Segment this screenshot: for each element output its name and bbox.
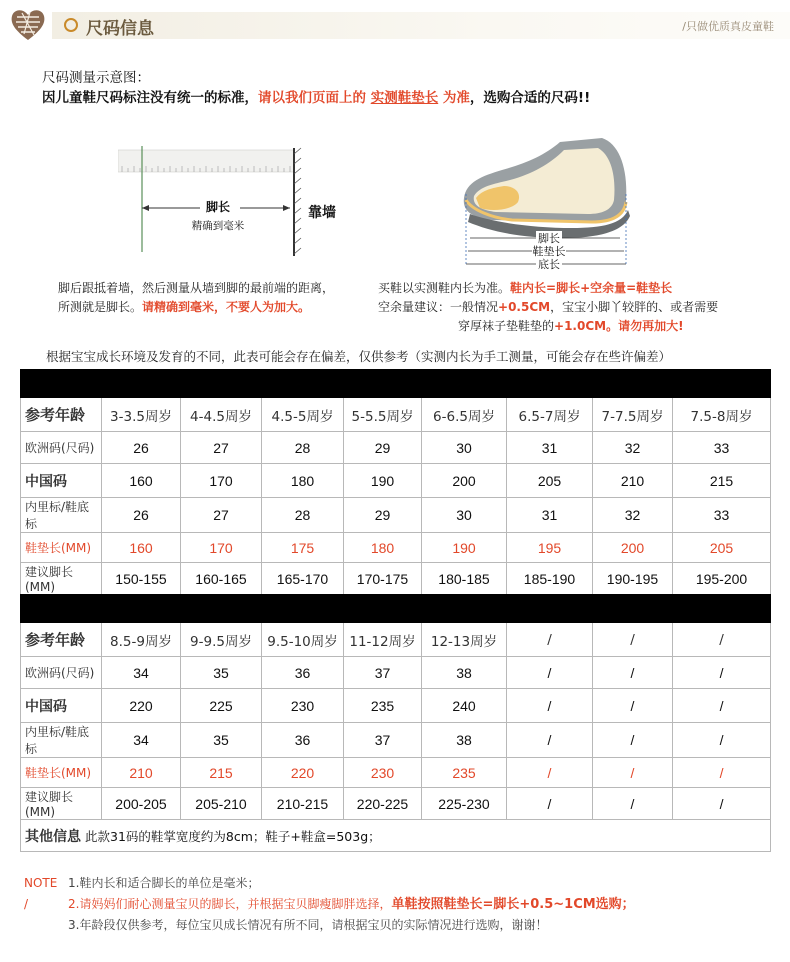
row-label: 中国码 — [21, 464, 102, 498]
table-cell: 170 — [181, 533, 262, 563]
table-cell: 6-6.5周岁 — [422, 398, 507, 432]
row-label: 欧洲码(尺码) — [21, 657, 102, 689]
row-label: 鞋垫长(MM) — [21, 758, 102, 788]
table-cell: 180 — [344, 533, 422, 563]
table-cell: / — [593, 689, 673, 723]
table-cell: 210-215 — [262, 788, 344, 820]
table-cell: 34 — [102, 723, 181, 758]
table-cell: 36 — [262, 723, 344, 758]
table-cell: 29 — [344, 432, 422, 464]
note-line-3: 3.年龄段仅供参考，每位宝贝成长情况有所不同，请根据宝贝的实际情况进行选购，谢谢！ — [68, 918, 548, 932]
table-cell: 180-185 — [422, 563, 507, 595]
other-info-cell: 其他信息 此款31码的鞋掌宽度约为8cm；鞋子+鞋盒=503g； — [21, 820, 771, 852]
table-cell: 230 — [262, 689, 344, 723]
note-line-2: 2.请妈妈们耐心测量宝贝的脚长，并根据宝贝脚瘦脚胖选择，单鞋按照鞋垫长=脚长+0.5~1CM选购； — [68, 897, 635, 912]
row-label: 参考年龄 — [21, 623, 102, 657]
table-cell: 35 — [181, 723, 262, 758]
table-cell: 29 — [344, 498, 422, 533]
intro-statement: 因儿童鞋尺码标注没有统一的标准，请以我们页面上的 实测鞋垫长 为准，选购合适的尺码!! — [42, 90, 591, 106]
row-label: 内里标/鞋底标 — [21, 723, 102, 758]
note-tag: NOTE / — [24, 876, 58, 911]
row-label: 建议脚长(MM) — [21, 563, 102, 595]
table-cell: 215 — [673, 464, 771, 498]
table-cell: 34 — [102, 657, 181, 689]
table-cell: 32 — [593, 432, 673, 464]
wall-label: 靠墙 — [308, 205, 336, 221]
table-cell: 7-7.5周岁 — [593, 398, 673, 432]
table-cell: 150-155 — [102, 563, 181, 595]
table-cell: 37 — [344, 723, 422, 758]
table-cell: 200 — [593, 533, 673, 563]
table-cell: 195-200 — [673, 563, 771, 595]
table-cell: 180 — [262, 464, 344, 498]
table-cell: 205 — [507, 464, 593, 498]
shoe-cross-section-diagram — [452, 130, 642, 272]
table-cell: / — [673, 723, 771, 758]
table-cell: 235 — [344, 689, 422, 723]
row-label: 中国码 — [21, 689, 102, 723]
table-cell: 12-13周岁 — [422, 623, 507, 657]
table-header-band — [21, 595, 771, 623]
table-cell: 9-9.5周岁 — [181, 623, 262, 657]
table-cell: 30 — [422, 498, 507, 533]
table-cell: 26 — [102, 432, 181, 464]
table-cell: 220-225 — [344, 788, 422, 820]
table-cell: 6.5-7周岁 — [507, 398, 593, 432]
table-cell: 205-210 — [181, 788, 262, 820]
table-row — [21, 563, 771, 595]
table-row — [21, 533, 771, 563]
right-description: 买鞋以实测鞋内长为准。鞋内长=脚长+空余量=鞋垫长 空余量建议：一般情况+0.5CM，宝宝小脚丫较胖的、或者需要 穿厚袜子垫鞋垫的+1.0CM。请勿再加大! — [378, 281, 719, 333]
other-info-row — [21, 820, 771, 852]
table-disclaimer: 根据宝宝成长环境及发育的不同，此表可能会存在偏差，仅供参考（实测内长为手工测量，可能会存在些许偏差） — [46, 349, 672, 364]
table-cell: 235 — [422, 758, 507, 788]
table-cell: 160-165 — [181, 563, 262, 595]
table-cell: 240 — [422, 689, 507, 723]
table-cell: 205 — [673, 533, 771, 563]
table-row — [21, 758, 771, 788]
table-cell: / — [673, 788, 771, 820]
size-table-1-body — [21, 370, 771, 595]
table-row — [21, 464, 771, 498]
table-cell: 160 — [102, 464, 181, 498]
table-cell: 7.5-8周岁 — [673, 398, 771, 432]
heart-logo-icon — [8, 4, 48, 44]
table-cell: 33 — [673, 432, 771, 464]
table-cell: 31 — [507, 432, 593, 464]
table-cell: 200-205 — [102, 788, 181, 820]
table-row — [21, 723, 771, 758]
shoe-insole-length-label: 鞋垫长 — [532, 245, 566, 258]
table-cell: 38 — [422, 657, 507, 689]
table-cell: 200 — [422, 464, 507, 498]
table-cell: / — [507, 723, 593, 758]
table-cell: 185-190 — [507, 563, 593, 595]
table-cell: 33 — [673, 498, 771, 533]
table-cell: 175 — [262, 533, 344, 563]
table-cell: 30 — [422, 432, 507, 464]
section-header — [0, 0, 790, 50]
table-cell: / — [593, 788, 673, 820]
table-row — [21, 689, 771, 723]
table-cell: 4-4.5周岁 — [181, 398, 262, 432]
table-cell: 9.5-10周岁 — [262, 623, 344, 657]
row-label: 鞋垫长(MM) — [21, 533, 102, 563]
table-row — [21, 623, 771, 657]
table-cell: / — [507, 758, 593, 788]
table-cell: 225 — [181, 689, 262, 723]
table-row — [21, 498, 771, 533]
precision-label: 精确到毫米 — [191, 220, 245, 232]
table-cell: 31 — [507, 498, 593, 533]
table-cell: 190-195 — [593, 563, 673, 595]
row-label: 建议脚长(MM) — [21, 788, 102, 820]
table-cell: 27 — [181, 432, 262, 464]
table-cell: 8.5-9周岁 — [102, 623, 181, 657]
row-label: 欧洲码(尺码) — [21, 432, 102, 464]
table-cell: 195 — [507, 533, 593, 563]
slogan: /只做优质真皮童鞋 — [682, 20, 774, 33]
table-cell: 190 — [344, 464, 422, 498]
table-cell: 220 — [262, 758, 344, 788]
table-cell: 5-5.5周岁 — [344, 398, 422, 432]
table-cell: / — [507, 657, 593, 689]
table-cell: 36 — [262, 657, 344, 689]
table-cell: 32 — [593, 498, 673, 533]
table-cell: / — [673, 623, 771, 657]
table-cell: 170 — [181, 464, 262, 498]
size-table-2-body — [21, 595, 771, 820]
shoe-sole-length-label: 底长 — [538, 258, 560, 271]
table-cell: 160 — [102, 533, 181, 563]
table-cell: / — [593, 623, 673, 657]
table-cell: 35 — [181, 657, 262, 689]
shoe-foot-length-label: 脚长 — [538, 232, 560, 245]
table-cell: 26 — [102, 498, 181, 533]
table-cell: 215 — [181, 758, 262, 788]
table-row — [21, 432, 771, 464]
intro-heading: 尺码测量示意图： — [42, 70, 150, 86]
table-cell: / — [507, 623, 593, 657]
table-cell: / — [507, 788, 593, 820]
table-cell: 11-12周岁 — [344, 623, 422, 657]
note-line-1: 1.鞋内长和适合脚长的单位是毫米； — [68, 876, 260, 890]
table-cell: 210 — [593, 464, 673, 498]
table-cell: 37 — [344, 657, 422, 689]
foot-length-label: 脚长 — [205, 200, 231, 214]
table-cell: 225-230 — [422, 788, 507, 820]
table-header-band — [21, 370, 771, 398]
table-row — [21, 788, 771, 820]
table-cell: / — [507, 689, 593, 723]
table-cell: / — [593, 723, 673, 758]
table-cell: 165-170 — [262, 563, 344, 595]
table-cell: / — [593, 657, 673, 689]
table-cell: / — [593, 758, 673, 788]
table-row — [21, 657, 771, 689]
table-cell: 28 — [262, 498, 344, 533]
table-cell: / — [673, 657, 771, 689]
table-cell: 3-3.5周岁 — [102, 398, 181, 432]
table-cell: 170-175 — [344, 563, 422, 595]
row-label: 内里标/鞋底标 — [21, 498, 102, 533]
table-cell: / — [673, 689, 771, 723]
left-description: 脚后跟抵着墙，然后测量从墙到脚的最前端的距离， 所测就是脚长。请精确到毫米，不要人为加大。 — [58, 281, 335, 314]
section-title: 尺码信息 — [86, 19, 154, 39]
size-table-2 — [20, 594, 771, 852]
table-cell: 27 — [181, 498, 262, 533]
table-row — [21, 398, 771, 432]
table-cell: 190 — [422, 533, 507, 563]
table-cell: 38 — [422, 723, 507, 758]
size-table-1 — [20, 369, 771, 595]
table-cell: 4.5-5周岁 — [262, 398, 344, 432]
table-cell: / — [673, 758, 771, 788]
table-cell: 230 — [344, 758, 422, 788]
table-cell: 210 — [102, 758, 181, 788]
table-cell: 220 — [102, 689, 181, 723]
table-cell: 28 — [262, 432, 344, 464]
foot-measure-wall-diagram — [118, 140, 358, 260]
header-band — [52, 12, 790, 39]
row-label: 参考年龄 — [21, 398, 102, 432]
header-bullet-icon — [64, 18, 78, 32]
